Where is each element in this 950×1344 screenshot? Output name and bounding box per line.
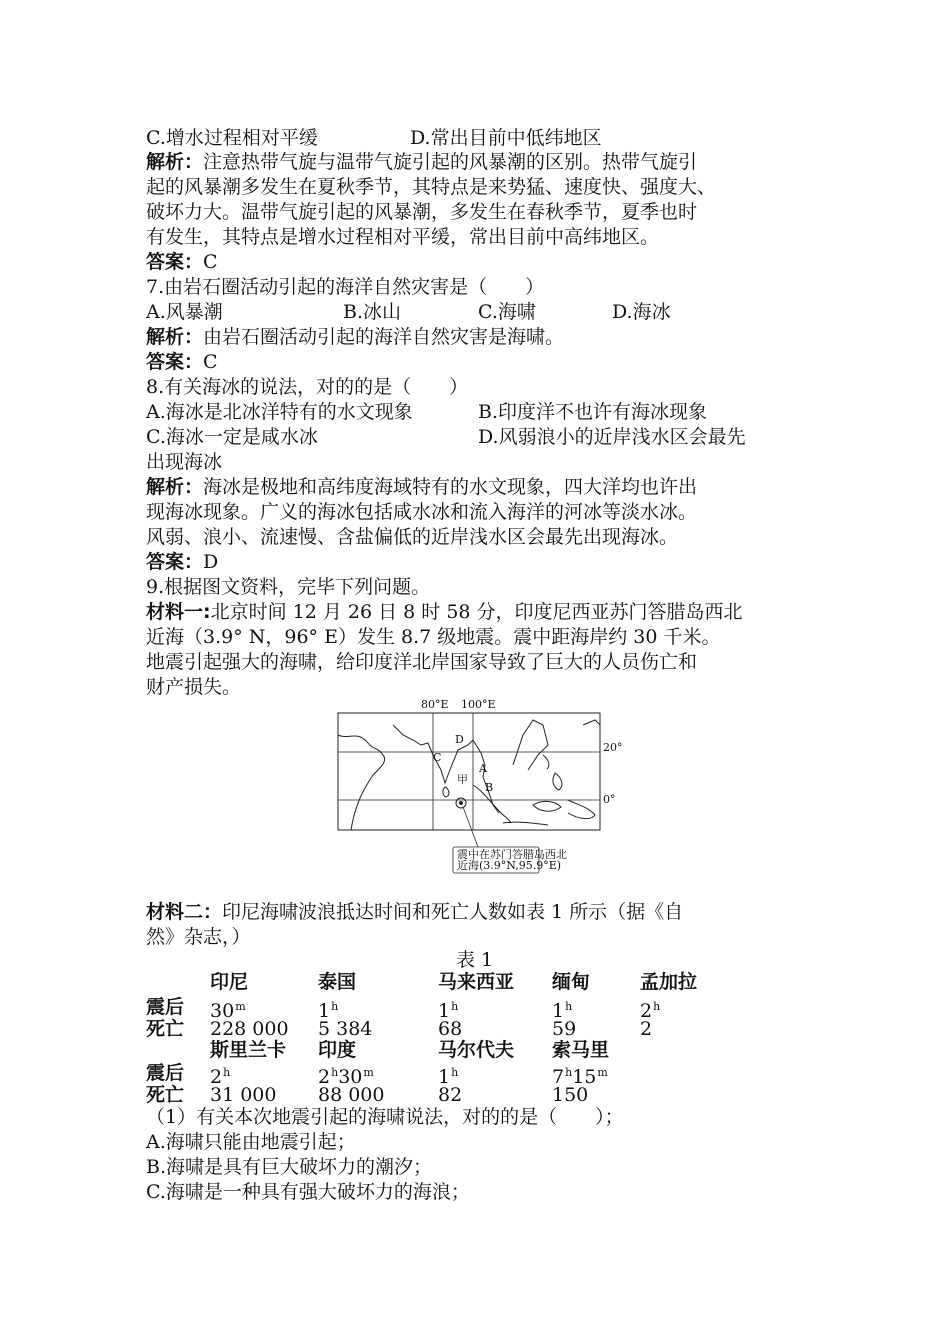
q6-analysis-line4: 有发生，其特点是增水过程相对平缓，常出目前中高纬地区。: [146, 226, 660, 248]
q9-sub1-option-b: B.海啸是具有巨大破坏力的潮汐；: [146, 1156, 433, 1178]
table-caption: 表 1: [456, 949, 494, 971]
q6-answer: [146, 250, 218, 274]
q7-option-a: A.风暴潮: [146, 301, 223, 323]
q8-answer: [146, 550, 218, 574]
arrival-time: 1$^h$: [438, 1000, 459, 1022]
death-count: 150: [552, 1084, 589, 1106]
q6-option-c: C.增水过程相对平缓: [146, 127, 318, 149]
death-count: 82: [438, 1084, 463, 1106]
q9-sub1-option-a: A.海啸只能由地震引起；: [146, 1131, 356, 1153]
q8-analysis-line3: 风弱、浪小、流速慢、含盐偏低的近岸浅水区会最先出现海冰。: [146, 526, 679, 548]
country-header: 马尔代夫: [438, 1039, 515, 1061]
q9-sub1-option-c: C.海啸是一种具有强大破坏力的海浪；: [146, 1181, 470, 1203]
arrival-time: 1$^h$: [318, 1000, 339, 1022]
country-header: 缅甸: [552, 971, 591, 993]
map-frame: [338, 713, 600, 830]
arrival-time: 30$^m$: [210, 1000, 246, 1022]
q8-option-c: C.海冰一定是咸水冰: [146, 426, 318, 448]
q8-analysis-line2: 现海冰现象。广义的海冰包括咸水冰和流入海洋的河冰等淡水冰。: [146, 501, 698, 523]
indian-ocean-map: [333, 695, 623, 885]
analysis-label: 解析：: [146, 326, 204, 348]
map-label-c: C: [433, 751, 442, 764]
answer-label: 答案：: [146, 351, 204, 373]
q9-material2-line2: 然》杂志，）: [146, 926, 251, 948]
country-header: 泰国: [318, 971, 357, 993]
q9-material1: [146, 600, 743, 624]
arrival-time: 2$^h$30$^m$: [318, 1066, 374, 1088]
arrival-time: 1$^h$: [438, 1066, 459, 1088]
arrival-time: 2$^h$: [640, 1000, 661, 1022]
answer-label: 答案：: [146, 251, 204, 273]
coastlines: [338, 720, 600, 830]
callout-line2: 近海(3.9°N,95.9°E): [457, 859, 562, 872]
lon-label-80e: 80°E: [421, 698, 449, 711]
q8-option-a: A.海冰是北冰洋特有的水文现象: [146, 401, 413, 423]
q6-option-d: D.常出目前中低纬地区: [410, 127, 602, 149]
death-count: 2: [640, 1018, 653, 1040]
q9-material1-line4: 财产损失。: [146, 676, 242, 698]
death-count: 31 000: [210, 1084, 277, 1106]
lat-label-20: 20°: [603, 741, 623, 754]
answer-value: C: [203, 251, 218, 273]
arrival-time: 7$^h$15$^m$: [552, 1066, 608, 1088]
analysis-text: 海冰是极地和高纬度海域特有的水文现象，四大洋均也许出: [203, 476, 698, 498]
row-label-deaths: 死亡: [146, 1084, 185, 1106]
q7-option-b: B.冰山: [343, 301, 402, 323]
callout-line1: 震中在苏门答腊岛西北: [457, 848, 567, 861]
death-count: 5 384: [318, 1018, 373, 1040]
analysis-text: 注意热带气旋与温带气旋引起的风暴潮的区别。热带气旋引: [203, 151, 698, 173]
material2-label: 材料二：: [146, 901, 223, 923]
map-label-a: A: [479, 762, 487, 775]
country-header: 印度: [318, 1039, 357, 1061]
q6-analysis: [146, 150, 697, 174]
country-header: 马来西亚: [438, 971, 515, 993]
death-count: 228 000: [210, 1018, 289, 1040]
q9-material1-line3: 地震引起强大的海啸，给印度洋北岸国家导致了巨大的人员伤亡和: [146, 651, 698, 673]
answer-label: 答案：: [146, 551, 204, 573]
row-label-time: 震后: [146, 1062, 185, 1084]
epicenter-marker: [453, 798, 567, 873]
q7-answer: [146, 350, 218, 374]
country-header: 斯里兰卡: [210, 1039, 287, 1061]
q7-option-d: D.海冰: [612, 301, 671, 323]
lon-label-100e: 100°E: [461, 698, 496, 711]
country-header: 索马里: [552, 1039, 610, 1061]
death-count: 88 000: [318, 1084, 385, 1106]
q6-analysis-line2: 起的风暴潮多发生在夏秋季节，其特点是来势猛、速度快、强度大、: [146, 176, 717, 198]
arrival-time: 1$^h$: [552, 1000, 573, 1022]
arrival-time: 2$^h$: [210, 1066, 231, 1088]
answer-value: C: [203, 351, 218, 373]
q8-option-b: B.印度洋不也许有海冰现象: [478, 401, 708, 423]
q7-option-c: C.海啸: [478, 301, 536, 323]
country-header: 印尼: [210, 971, 249, 993]
q9-material1-line2: 近海（3.9° N，96° E）发生 8.7 级地震。震中距海岸约 30 千米。: [146, 626, 721, 648]
q9-sub1-stem: （1）有关本次地震引起的海啸说法，对的的是（ ）；: [146, 1106, 624, 1128]
analysis-text: 由岩石圈活动引起的海洋自然灾害是海啸。: [203, 326, 565, 348]
row-label-time: 震后: [146, 996, 185, 1018]
material1-text: 北京时间 12 月 26 日 8 时 58 分，印度尼西亚苏门答腊岛西北: [210, 601, 743, 623]
q7-stem: 7.由岩石圈活动引起的海洋自然灾害是（ ）: [146, 276, 545, 298]
q7-analysis: [146, 325, 564, 349]
map-label-d: D: [455, 733, 464, 746]
q8-stem: 8.有关海冰的说法，对的的是（ ）: [146, 376, 469, 398]
q6-analysis-line3: 破坏力大。温带气旋引起的风暴潮，多发生在春秋季节，夏季也时: [146, 201, 698, 223]
material1-label: 材料一:: [146, 601, 211, 623]
map-label-jia: 甲: [457, 773, 468, 786]
q9-stem: 9.根据图文资料，完毕下列问题。: [146, 576, 431, 598]
answer-value: D: [203, 551, 219, 573]
death-count: 59: [552, 1018, 577, 1040]
q8-option-d: D.风弱浪小的近岸浅水区会最先: [478, 426, 746, 448]
q8-analysis: [146, 475, 697, 499]
material2-text: 印尼海啸波浪抵达时间和死亡人数如表 1 所示（据《自: [222, 901, 684, 923]
lat-label-0: 0°: [603, 793, 616, 806]
map-label-b: B: [485, 781, 494, 794]
q9-material2: [146, 900, 683, 924]
analysis-label: 解析：: [146, 151, 204, 173]
death-count: 68: [438, 1018, 463, 1040]
q8-option-d-continued: 出现海冰: [146, 451, 223, 473]
country-header: 孟加拉: [640, 971, 698, 993]
row-label-deaths: 死亡: [146, 1018, 185, 1040]
analysis-label: 解析：: [146, 476, 204, 498]
